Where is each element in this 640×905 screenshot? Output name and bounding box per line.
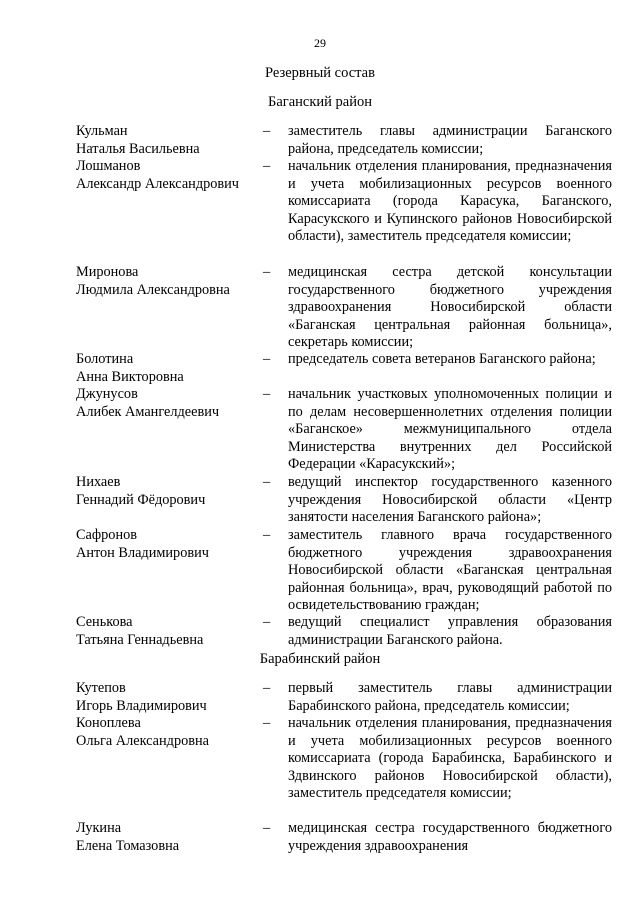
member-role: председатель совета ветеранов Баганского района; (288, 351, 596, 367)
member-name: Лошманов Александр Александрович (76, 158, 239, 192)
section-heading-barabinsk: Барабинский район (259, 651, 381, 667)
member-name: Сафронов Антон Владимирович (76, 527, 209, 561)
member-role: ведущий специалист управления образования администрации Баганского района. (288, 614, 612, 648)
member-name: Джунусов Алибек Амангелдеевич (76, 386, 220, 420)
member-role: первый заместитель главы администрации Барабинского района, председатель комиссии; (288, 680, 612, 714)
page-number: 29 (314, 36, 326, 50)
member-name: Коноплева Ольга Александровна (76, 715, 209, 749)
dash-separator: – (263, 715, 271, 731)
member-role: медицинская сестра детской консультации государственного бюджетного учреждения здравоохранения Новосибирской области «Баганская центральная районная больница», секретарь комиссии; (288, 264, 612, 351)
dash-separator: – (263, 527, 271, 543)
member-name: Кутепов Игорь Владимирович (76, 680, 207, 714)
dash-separator: – (263, 680, 271, 696)
member-role: начальник отделения планирования, предназначения и учета мобилизационных ресурсов военного комиссариата (города Карасука, Баганского, Карасукского и Купинского районов Новосибирской области), заместитель председателя комиссии; (288, 158, 612, 245)
member-role: начальник отделения планирования, предназначения и учета мобилизационных ресурсов военного комиссариата (города Барабинска, Барабинского и Здвинского районов Новосибирской области), заместитель председателя комиссии; (288, 715, 612, 802)
member-name: Болотина Анна Викторовна (76, 351, 184, 385)
dash-separator: – (263, 614, 271, 630)
member-name: Кульман Наталья Васильевна (76, 123, 200, 157)
member-name: Сенькова Татьяна Геннадьевна (76, 614, 204, 648)
member-role: ведущий инспектор государственного казенного учреждения Новосибирской области «Центр занятости населения Баганского района»; (288, 474, 612, 526)
member-role: медицинская сестра государственного бюджетного учреждения здравоохранения (288, 820, 612, 854)
member-role: заместитель главного врача государственного бюджетного учреждения здравоохранения Новосибирской области «Баганская центральная районная больница», врач, руководящий работой по освидетельствованию граждан; (288, 527, 612, 614)
dash-separator: – (263, 158, 271, 174)
dash-separator: – (263, 351, 271, 367)
member-role: начальник участковых уполномоченных полиции и по делам несовершеннолетних отделения полиции «Баганское» межмуниципального отдела Министерства внутренних дел Российской Федерации «Карасукский»; (288, 386, 612, 473)
dash-separator: – (263, 386, 271, 402)
dash-separator: – (263, 264, 271, 280)
member-name: Миронова Людмила Александровна (76, 264, 230, 298)
member-name: Нихаев Геннадий Фёдорович (76, 474, 206, 508)
dash-separator: – (263, 820, 271, 836)
member-role: заместитель главы администрации Баганского района, председатель комиссии; (288, 123, 612, 157)
dash-separator: – (263, 123, 271, 139)
section-heading-bagan: Баганский район (268, 94, 372, 110)
document-title: Резервный состав (265, 65, 375, 81)
dash-separator: – (263, 474, 271, 490)
member-name: Лукина Елена Томазовна (76, 820, 180, 854)
